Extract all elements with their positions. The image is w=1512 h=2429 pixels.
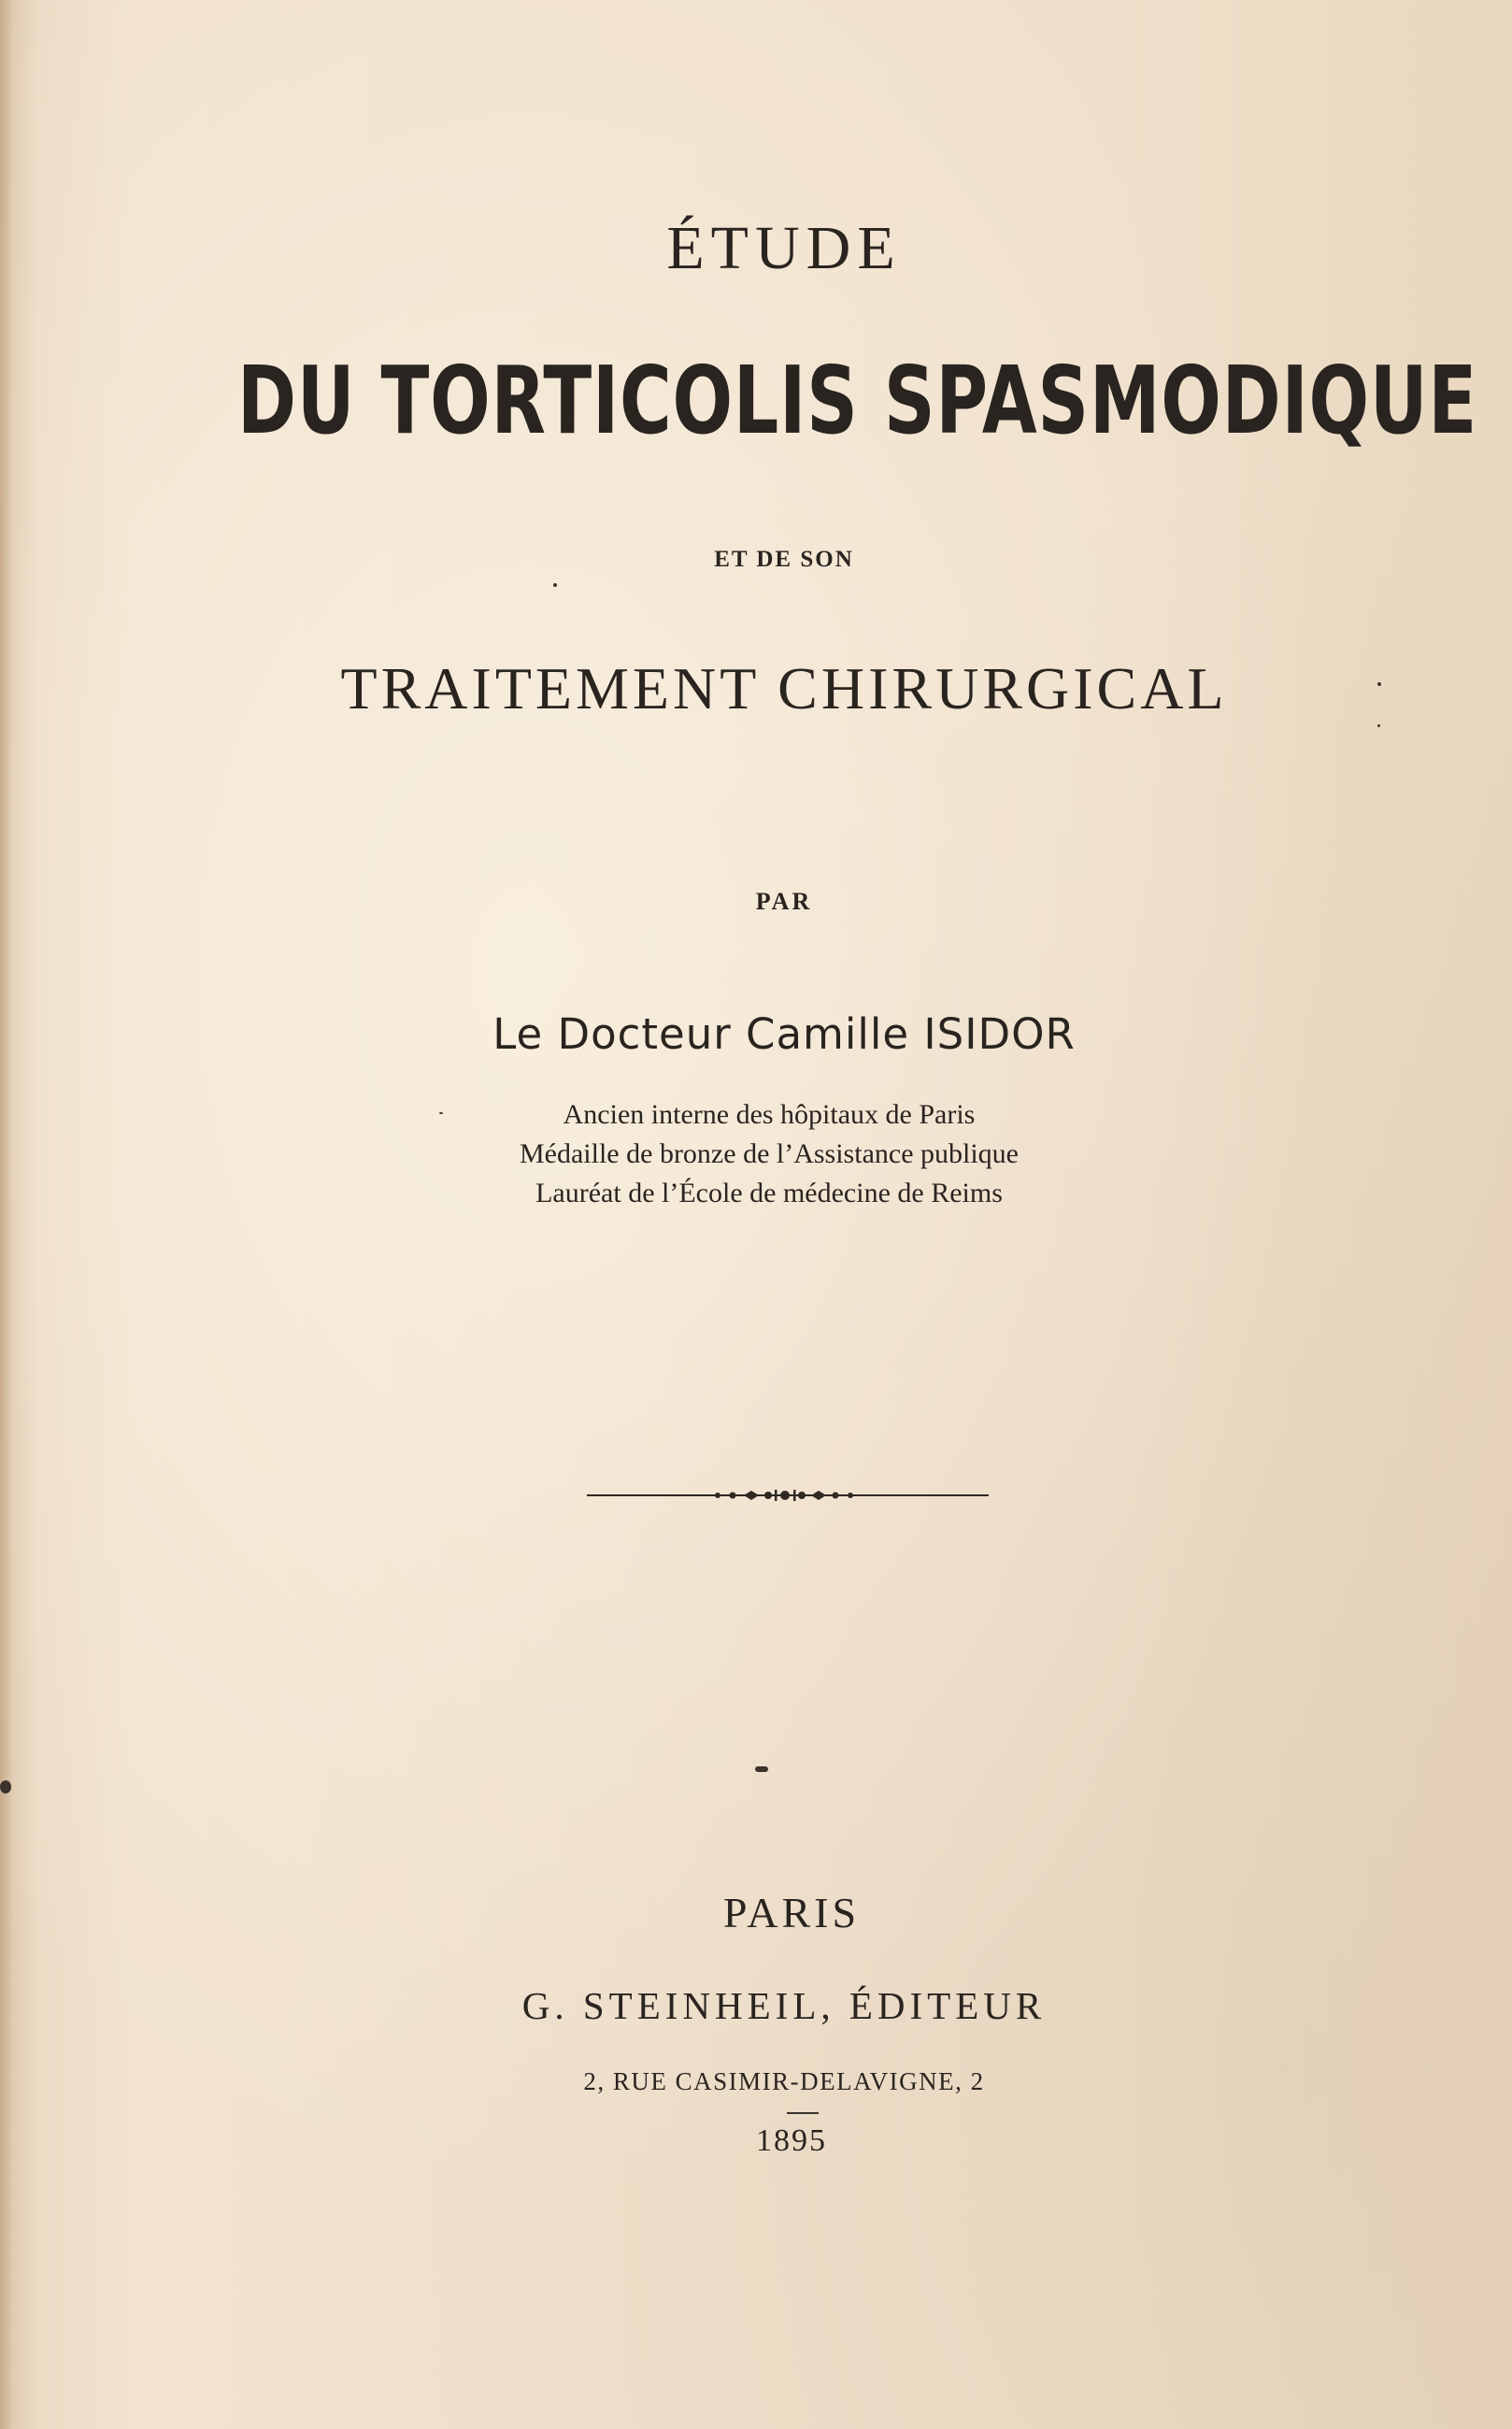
title-line-etude: ÉTUDE bbox=[666, 214, 902, 282]
ornament-rule bbox=[587, 1486, 989, 1505]
imprint-publisher: G. STEINHEIL, ÉDITEUR bbox=[521, 1984, 1047, 2027]
paper-speck bbox=[755, 1766, 768, 1772]
paper-speck bbox=[1377, 724, 1380, 727]
title-line-traitement: TRAITEMENT CHIRURGICAL bbox=[340, 655, 1228, 722]
by-line: PAR bbox=[755, 888, 813, 915]
credential-line: Médaille de bronze de l’Assistance publique bbox=[520, 1138, 1019, 1169]
author-credentials bbox=[0, 1095, 1512, 1213]
credential-line: Ancien interne des hôpitaux de Paris bbox=[563, 1099, 976, 1130]
title-connector: ET DE SON bbox=[714, 547, 854, 572]
paper-speck bbox=[439, 1112, 443, 1114]
paper-speck bbox=[553, 583, 557, 587]
short-rule bbox=[787, 2112, 819, 2114]
credential-line: Lauréat de l’École de médecine de Reims bbox=[535, 1178, 1003, 1208]
paper-speck bbox=[0, 1780, 11, 1793]
paper-speck bbox=[1377, 682, 1381, 686]
title-line-torticolis: DU TORTICOLIS SPASMODIQUE bbox=[237, 346, 1478, 455]
imprint-address: 2, RUE CASIMIR-DELAVIGNE, 2 bbox=[583, 2067, 985, 2095]
imprint-year: 1895 bbox=[756, 2123, 827, 2158]
imprint-city: PARIS bbox=[722, 1889, 861, 1936]
author-name: Le Docteur Camille ISIDOR bbox=[492, 1009, 1076, 1059]
